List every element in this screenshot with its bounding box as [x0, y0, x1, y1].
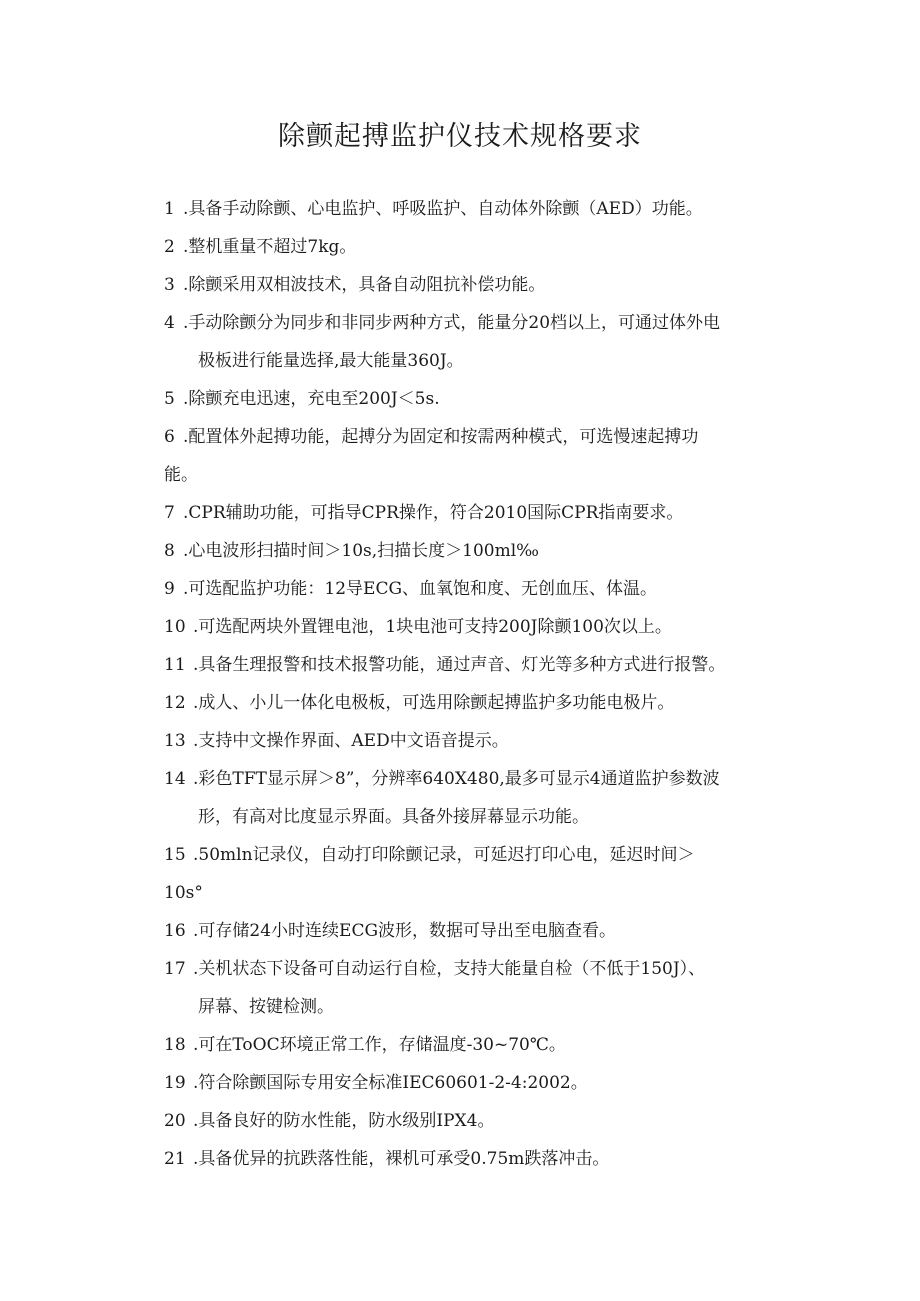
list-item-continuation: 形，有高对比度显示界面。具备外接屏幕显示功能。 — [198, 807, 589, 827]
list-item — [164, 1109, 494, 1133]
item-text: .支持中文操作界面、AED中文语音提示。 — [193, 731, 509, 751]
list-item — [164, 615, 672, 639]
item-text: .可在ToOC环境正常工作，存储温度-30~70℃。 — [193, 1035, 566, 1055]
item-text: .CPR辅助功能，可指导CPR操作，符合2010国际CPR指南要求。 — [183, 503, 684, 523]
list-item — [164, 235, 356, 259]
item-number: 9 — [164, 579, 175, 599]
list-item — [164, 1071, 588, 1095]
item-number: 18 — [164, 1035, 186, 1055]
item-number: 4 — [164, 313, 175, 333]
item-number: 17 — [164, 959, 186, 979]
item-number: 13 — [164, 731, 186, 751]
item-number: 10 — [164, 617, 186, 637]
list-item — [164, 197, 703, 221]
item-number: 19 — [164, 1073, 186, 1093]
item-text: .符合除颤国际专用安全标准IEC60601-2-4:2002。 — [193, 1073, 588, 1093]
list-item — [164, 577, 657, 601]
page-title: 除颤起搏监护仪技术规格要求 — [278, 121, 642, 152]
item-text: .关机状态下设备可自动运行自检，支持大能量自检（不低于150J）、 — [193, 959, 706, 979]
list-item — [164, 767, 720, 791]
item-number: 7 — [164, 503, 175, 523]
item-text: .具备手动除颤、心电监护、呼吸监护、自动体外除颤（AED）功能。 — [183, 199, 703, 219]
item-text: .成人、小儿一体化电极板，可选用除颤起搏监护多功能电极片。 — [193, 693, 675, 713]
item-number: 3 — [164, 275, 175, 295]
list-item — [164, 501, 683, 525]
item-text: .可存储24小时连续ECG波形，数据可导出至电脑查看。 — [193, 921, 617, 941]
item-number: 11 — [164, 655, 186, 675]
item-text: .具备优异的抗跌落性能，裸机可承受0.75m跌落冲击。 — [193, 1149, 610, 1169]
item-number: 20 — [164, 1111, 186, 1131]
list-item-continuation: 能。 — [164, 465, 198, 485]
list-item — [164, 919, 616, 943]
item-number: 15 — [164, 845, 186, 865]
list-item — [164, 691, 674, 715]
list-item-continuation: 屏幕、按键检测。 — [198, 997, 334, 1017]
item-text: .50mln记录仪，自动打印除颤记录，可延迟打印心电，延迟时间＞ — [193, 845, 695, 865]
item-number: 5 — [164, 389, 175, 409]
item-text: .配置体外起搏功能，起搏分为固定和按需两种模式，可选慢速起搏功 — [183, 427, 699, 447]
item-text: .彩色TFT显示屏＞8”，分辨率640X480,最多可显示4通道监护参数波 — [193, 769, 720, 789]
item-number: 16 — [164, 921, 186, 941]
item-text: .心电波形扫描时间＞10s,扫描长度＞100ml‰ — [183, 541, 539, 561]
item-text: .除颤采用双相波技术，具备自动阻抗补偿功能。 — [183, 275, 546, 295]
item-number: 12 — [164, 693, 186, 713]
item-number: 2 — [164, 237, 175, 257]
item-number: 6 — [164, 427, 175, 447]
list-item — [164, 957, 705, 981]
item-number: 1 — [164, 199, 175, 219]
list-item — [164, 1147, 609, 1171]
item-number: 21 — [164, 1149, 186, 1169]
item-text: .具备良好的防水性能，防水级别IPX4。 — [193, 1111, 495, 1131]
list-item — [164, 425, 698, 449]
list-item-continuation: 10s° — [164, 883, 203, 903]
item-text: .可选配监护功能：12导ECG、血氧饱和度、无创血压、体温。 — [183, 579, 658, 599]
list-item — [164, 1033, 566, 1057]
item-number: 14 — [164, 769, 186, 789]
item-number: 8 — [164, 541, 175, 561]
list-item — [164, 729, 509, 753]
list-item — [164, 273, 545, 297]
list-item — [164, 843, 695, 867]
item-text: .整机重量不超过7kg。 — [183, 237, 357, 257]
item-text: .除颤充电迅速，充电至200J＜5s. — [183, 389, 440, 409]
list-item-continuation: 极板进行能量选择,最大能量360J。 — [198, 351, 464, 371]
list-item — [164, 539, 539, 563]
list-item — [164, 311, 720, 335]
item-text: .可选配两块外置锂电池，1块电池可支持200J除颤100次以上。 — [193, 617, 672, 637]
item-text: .具备生理报警和技术报警功能，通过声音、灯光等多种方式进行报警。 — [193, 655, 726, 675]
item-text: .手动除颤分为同步和非同步两种方式，能量分20档以上，可通过体外电 — [183, 313, 721, 333]
list-item — [164, 387, 440, 411]
list-item — [164, 653, 725, 677]
